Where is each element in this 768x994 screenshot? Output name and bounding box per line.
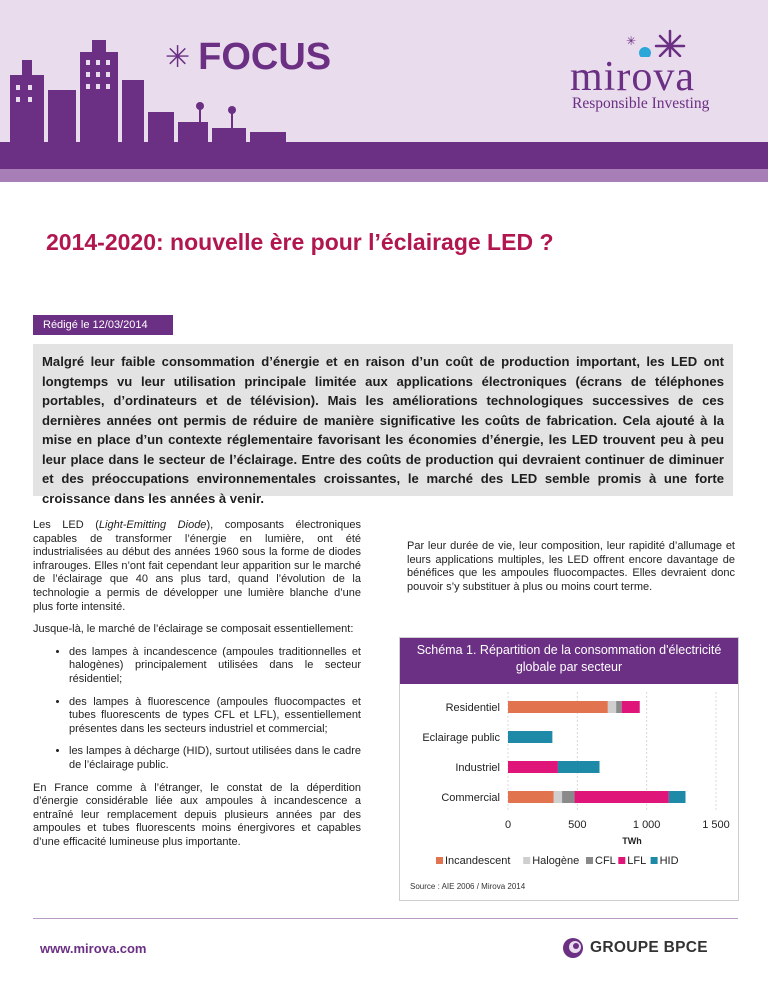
bpce-emblem-icon xyxy=(562,937,584,959)
bpce-label: GROUPE BPCE xyxy=(590,939,708,956)
legend-swatch xyxy=(651,857,658,864)
groupe-bpce-logo xyxy=(562,937,708,959)
legend-swatch xyxy=(586,857,593,864)
focus-heading xyxy=(165,36,331,79)
asterisk-icon: ✳ xyxy=(165,41,191,74)
left-column xyxy=(33,519,361,858)
logo-wordmark: mirova xyxy=(570,54,695,100)
header-banner xyxy=(0,0,768,142)
intro-text-italic: Light-Emitting Diode xyxy=(98,519,207,531)
lamp-type-list xyxy=(33,646,361,773)
header-band-light xyxy=(0,169,768,182)
list-item: • des lampes à incandescence (ampoules traditionnelles et halogènes) principalement utilisées dans le secteur résidentiel; xyxy=(69,646,361,687)
paragraph-france: En France comme à l’étranger, le constat de la déperdition d’énergie considérable liée aux ampoules à incandescence a entraîné leur remplacement depuis plusieurs années par des ampoules et tubes fluorescents moins énergivores et capables d’une efficacité lumineuse plus importante. xyxy=(33,781,361,848)
abstract-text: Malgré leur faible consommation d’énergie et en raison d’un coût de production important, les LED ont longtemps vu leur utilisation principale limitée aux applications électroniques (écrans de téléphones portables, d’ordinateurs et de télévision). Mais les améliorations technologiques successives de ces dernières années ont permis de réduire de manière significative les coûts de fabrication. Cela ajouté à la mise en place d’un contexte réglementaire favorisant les économies d’énergie, les LED trouvent peu à peu leur place dans le secteur de l’éclairage. Entre des coûts de production qui devraient continuer de diminuer et des préoccupations environnementales croissantes, le marché des LED semble promis à une forte croissance dans les années à venir. xyxy=(42,354,724,506)
x-tick-label: 0 xyxy=(504,819,512,831)
list-item: • les lampes à décharge (HID), surtout utilisées dans le cadre de l’éclairage public. xyxy=(69,745,361,772)
bar-segment-cfl xyxy=(562,791,574,803)
stacked-bar-chart xyxy=(400,684,738,884)
bar-segment-lfl xyxy=(575,791,669,803)
bar-segment-halogène xyxy=(608,701,616,713)
mirova-logo xyxy=(570,25,755,115)
bar-segment-lfl xyxy=(622,701,640,713)
bar-segment-halogène xyxy=(554,791,562,803)
intro-text-b: ), composants électroniques capables de transformer l’énergie en lumière, ont été industrialisées au début des années 1960 sous la forme de diodes infrarouges. Elles n’ont fait cependant leur apparition sur le marché de l’éclairage que 40 ans plus tard, quand l’évolution de la technologie a permis de développer une lumière blanche d’une plus forte intensité. xyxy=(33,519,361,613)
svg-text:✳: ✳ xyxy=(626,34,637,48)
chart-source: Source : AIE 2006 / Mirova 2014 xyxy=(410,882,526,891)
bar-segment-hid xyxy=(669,791,686,803)
x-tick-label: 1 500 xyxy=(702,819,730,831)
footer-divider xyxy=(33,918,738,919)
legend-swatch xyxy=(436,857,443,864)
x-tick-label: 1 000 xyxy=(632,819,661,831)
logo-sparkle-icon xyxy=(570,17,755,57)
date-badge: Rédigé le 12/03/2014 xyxy=(33,315,173,335)
chart-title: Schéma 1. Répartition de la consommation d'électricité globale par secteur xyxy=(400,638,738,684)
legend-label: HID xyxy=(659,855,679,867)
logo-tagline: Responsible Investing xyxy=(572,95,710,112)
legend-label: Halogène xyxy=(532,855,580,867)
bar-segment-lfl xyxy=(508,761,558,773)
bar-segment-hid xyxy=(558,761,600,773)
legend-swatch xyxy=(523,857,530,864)
paragraph-benefits: Par leur durée de vie, leur composition, leur rapidité d’allumage et leurs applications multiples, les LED offrent encore davantage de bénéfices que les ampoules fluocompactes. Elles devraient donc pouvoir s’y substituer à plus ou moins court terme. xyxy=(407,540,735,593)
bar-segment-hid xyxy=(508,731,552,743)
category-label: Industriel xyxy=(455,762,500,774)
bar-segment-incandescent xyxy=(508,791,554,803)
paragraph-intro xyxy=(33,519,361,614)
chart-panel xyxy=(399,637,739,901)
website-link[interactable]: www.mirova.com xyxy=(40,941,147,956)
x-axis-label: TWh xyxy=(622,836,642,846)
abstract-box xyxy=(33,344,733,506)
category-label: Commercial xyxy=(441,792,500,804)
header-band xyxy=(0,142,768,169)
right-column xyxy=(407,540,735,594)
x-tick-label: 500 xyxy=(568,819,587,831)
focus-label: FOCUS xyxy=(198,36,332,78)
category-label: Eclairage public xyxy=(422,732,500,744)
bar-segment-cfl xyxy=(616,701,622,713)
bar-segment-incandescent xyxy=(508,701,608,713)
legend-label: LFL xyxy=(627,855,647,867)
paragraph-market: Jusque-là, le marché de l’éclairage se composait essentiellement: xyxy=(33,623,354,636)
list-item: • des lampes à fluorescence (ampoules fluocompactes et tubes fluorescents de types CFL et LFL), essentiellement présentes dans les secteurs industriel et commercial; xyxy=(69,696,361,737)
article-title: 2014-2020: nouvelle ère pour l’éclairage LED ? xyxy=(46,229,554,255)
legend-swatch xyxy=(618,857,625,864)
legend-label: Incandescent xyxy=(445,855,511,867)
intro-text-a: Les LED ( xyxy=(33,519,99,531)
legend-label: CFL xyxy=(595,855,616,867)
category-label: Residentiel xyxy=(445,702,500,714)
